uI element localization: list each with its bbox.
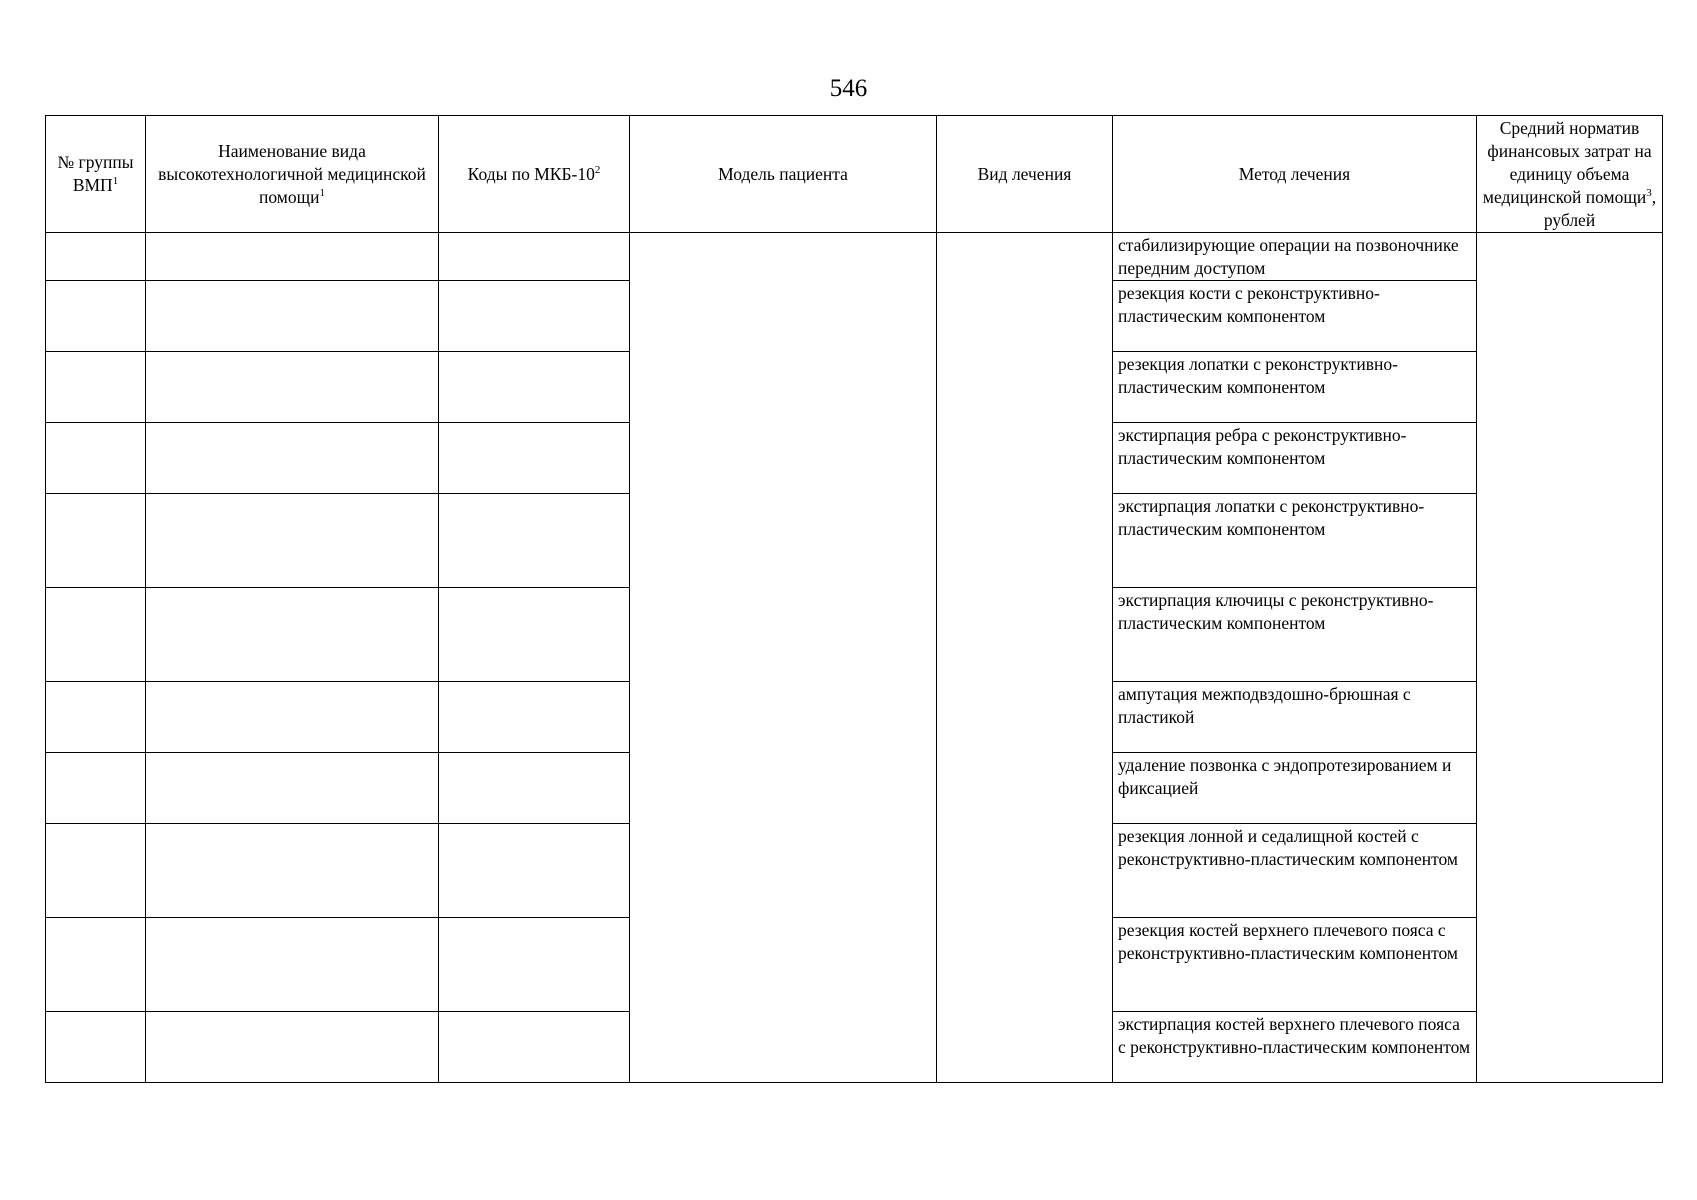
group-cell <box>46 494 146 588</box>
header-patient-model: Модель пациента <box>630 116 937 233</box>
method-cell: удаление позвонка с эндопротезированием и фиксацией <box>1113 753 1477 824</box>
codes-cell <box>439 233 630 281</box>
header-care-type-name: Наименование вида высокотехнологичной медицинской помощи$^1$ <box>146 116 439 233</box>
method-cell: резекция костей верхнего плечевого пояса с реконструктивно-пластическим компонентом <box>1113 918 1477 1012</box>
name-cell <box>146 918 439 1012</box>
codes-cell <box>439 281 630 352</box>
header-cost-standard: Средний норматив финансовых затрат на единицу объема медицинской помощи$^3$, рублей <box>1477 116 1663 233</box>
header-treatment-method: Метод лечения <box>1113 116 1477 233</box>
group-cell <box>46 233 146 281</box>
method-cell: экстирпация костей верхнего плечевого пояса с реконструктивно-пластическим компонентом <box>1113 1012 1477 1083</box>
table-row <box>46 233 1663 281</box>
group-cell <box>46 423 146 494</box>
name-cell <box>146 753 439 824</box>
name-cell <box>146 423 439 494</box>
name-cell <box>146 281 439 352</box>
group-cell <box>46 1012 146 1083</box>
footnote-2-mark: 2 <box>594 163 601 176</box>
treatment-type-cell <box>937 233 1113 1083</box>
method-cell: резекция кости с реконструктивно-пластическим компонентом <box>1113 281 1477 352</box>
name-cell <box>146 494 439 588</box>
group-cell <box>46 588 146 682</box>
codes-cell <box>439 588 630 682</box>
group-cell <box>46 352 146 423</box>
group-cell <box>46 682 146 753</box>
codes-cell <box>439 1012 630 1083</box>
name-cell <box>146 352 439 423</box>
footnote-3-mark: 3 <box>1646 186 1652 199</box>
name-cell <box>146 588 439 682</box>
cost-cell <box>1477 233 1663 1083</box>
group-cell <box>46 753 146 824</box>
method-cell: резекция лонной и седалищной костей с реконструктивно-пластическим компонентом <box>1113 824 1477 918</box>
group-cell <box>46 918 146 1012</box>
footnote-1-mark: 1 <box>112 175 119 188</box>
method-cell: резекция лопатки с реконструктивно-пластическим компонентом <box>1113 352 1477 423</box>
codes-cell <box>439 494 630 588</box>
group-cell <box>46 824 146 918</box>
vmp-table <box>45 115 1663 1083</box>
header-icd10-codes: Коды по МКБ-$10^2$ <box>439 116 630 233</box>
codes-cell <box>439 918 630 1012</box>
name-cell <box>146 824 439 918</box>
header-treatment-type: Вид лечения <box>937 116 1113 233</box>
method-cell: ампутация межподвздошно-брюшная с пластикой <box>1113 682 1477 753</box>
footnote-1-mark: 1 <box>319 186 325 199</box>
name-cell <box>146 233 439 281</box>
codes-cell <box>439 423 630 494</box>
name-cell <box>146 682 439 753</box>
name-cell <box>146 1012 439 1083</box>
method-cell: экстирпация лопатки с реконструктивно-пластическим компонентом <box>1113 494 1477 588</box>
method-cell: стабилизирующие операции на позвоночнике передним доступом <box>1113 233 1477 281</box>
header-group-number: № группы ВМП$^1$ <box>46 116 146 233</box>
codes-cell <box>439 753 630 824</box>
codes-cell <box>439 824 630 918</box>
method-cell: экстирпация ключицы с реконструктивно-пластическим компонентом <box>1113 588 1477 682</box>
codes-cell <box>439 352 630 423</box>
method-cell: экстирпация ребра с реконструктивно-пластическим компонентом <box>1113 423 1477 494</box>
codes-cell <box>439 682 630 753</box>
patient-model-cell <box>630 233 937 1083</box>
page-number: 546 <box>829 75 868 102</box>
table-header-row <box>46 116 1663 233</box>
group-cell <box>46 281 146 352</box>
